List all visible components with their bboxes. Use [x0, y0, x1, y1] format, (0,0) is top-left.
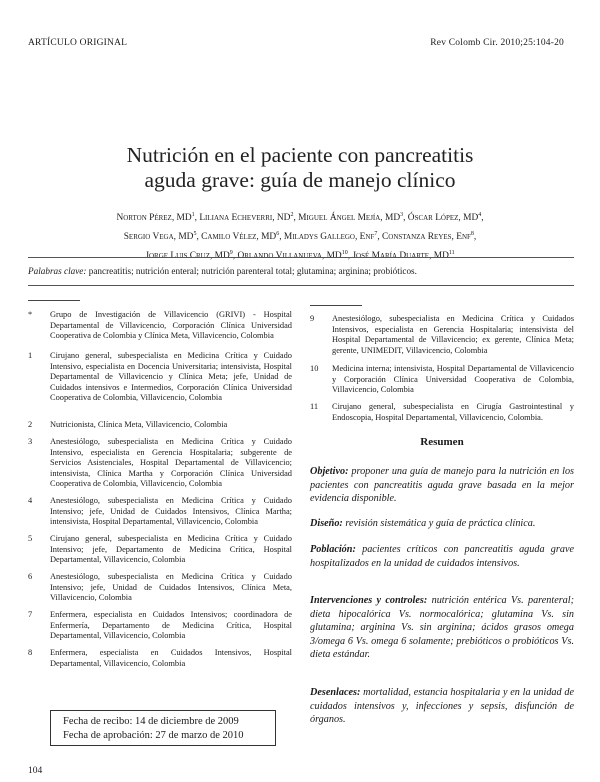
abstract-section	[310, 517, 574, 531]
footnote-text: Anestesiólogo, subespecialista en Medicina Crítica y Cuidado Intensivo, especialista en Gerencia Hospitalaria; subgerente de Servicios Asistenciales, Hospital Departamental de Villavicencio; intensivista, Clínica Martha y Corporación Clínica Universidad Cooperativa de Colombia, Villavicencio, Colombia	[50, 437, 292, 488]
footnote-text: Cirujano general, subespecialista en Cirugía Gastrointestinal y Endoscopia, Hospital Departamental, Villavicencio, Colombia.	[332, 402, 574, 422]
author-name: Óscar López, MD	[407, 213, 479, 224]
keywords-label: Palabras clave:	[28, 266, 87, 276]
author-line-3: Jorge Luis Cruz, $MD^9$, Orlando Villanueva, MD$^{10}$, José María Duarte, MD$^{11}$	[145, 250, 455, 262]
footnote-rule-right	[310, 305, 362, 306]
footnote-rule-left	[28, 300, 80, 301]
dates-box	[50, 710, 276, 746]
author-name: Constanza Reyes, Enf	[382, 232, 471, 243]
footnote-item	[28, 310, 292, 342]
author-name: Camilo Vélez, MD	[201, 232, 277, 243]
abstract-text: mortalidad, estancia hospitalaria y en la unidad de cuidados intensivos y, infecciones y sepsis, disfunción de órganos.	[310, 687, 574, 725]
footnote-text: Anestesiólogo, subespecialista en Medicina Crítica y Cuidado Intensivo; jefe, Unidad de Cuidados Intensivos, Clínica Martha; intensivista, Hospital Departamental, Villavicencio, Colombia	[50, 496, 292, 526]
author-affiliation-sup: 8	[470, 231, 474, 238]
author-affiliation-sup: 1	[191, 212, 195, 218]
title-line-2: aguda grave: guía de manejo clínico	[144, 168, 456, 192]
author-list	[40, 207, 560, 264]
author-name: Miladys Gallego, Enf	[283, 232, 375, 243]
footnote-item	[28, 420, 292, 431]
footnote-text: Medicina interna; intensivista, Hospital Departamental de Villavicencio y Corporación Clínica Universidad Cooperativa de Colombia, Villavicencio, Colombia	[332, 364, 574, 394]
author-affiliation-sup: 3	[400, 212, 404, 218]
author-line-1: Norton Pérez, $MD^1$, Liliana Echeverri, $ND^2$, Miguel Ángel Mejía, $MD^3$, Óscar López, $MD^4$,	[116, 212, 484, 224]
footnote-item	[28, 534, 292, 566]
footnote-number: 8	[28, 648, 33, 657]
author-affiliation-sup: 4	[478, 212, 482, 218]
footnote-number: 5	[28, 534, 33, 543]
abstract-label: Intervenciones y controles:	[310, 595, 428, 606]
abstract-text: pacientes críticos con pancreatitis aguda grave hospitalizados en la unidad de cuidados intensivos.	[310, 544, 574, 569]
footnote-number: 3	[28, 437, 33, 446]
article-title	[0, 143, 600, 193]
footnote-number: 1	[28, 351, 33, 360]
abstract-text: revisión sistemática y guía de práctica clínica.	[345, 518, 536, 529]
abstract-label: Objetivo:	[310, 466, 349, 477]
author-affiliation-sup: 2	[290, 212, 294, 218]
footnote-number: 4	[28, 496, 33, 505]
abstract-text: nutrición entérica Vs. parenteral; dieta hipocalórica Vs. normocalórica; glutamina Vs. sin glutamina; arginina Vs. sin arginina; ácidos grasos omega 3/omega 6 Vs. omega 6 solamente; prebióticos o probióticos Vs. dieta estándar.	[310, 595, 575, 660]
author-line-2: Sergio Vega, $MD^5$, Camilo Vélez, $MD^6$, Miladys Gallego, Enf$^7$, Constanza Reyes, Enf$^8$,	[123, 231, 477, 243]
footnote-text: Enfermera, especialista en Cuidados Intensivos, Hospital Departamental, Villavicencio, Colombia	[50, 648, 292, 668]
footnote-item	[28, 572, 292, 604]
footnote-text: Enfermera, especialista en Cuidados Intensivos; coordinadora de Enfermería, Departamento de Medicina Crítica, Hospital Departamental, Villavicencio, Colombia	[50, 610, 292, 640]
footnote-number: 7	[28, 610, 33, 619]
footnote-item	[28, 610, 292, 642]
abstract-label: Diseño:	[310, 518, 343, 529]
author-affiliation-sup: 7	[374, 231, 378, 238]
footnote-number: 6	[28, 572, 33, 581]
date-received: Fecha de recibo: 14 de diciembre de 2009	[63, 716, 239, 727]
keywords	[28, 266, 574, 276]
footnote-text: Nutricionista, Clínica Meta, Villavicencio, Colombia	[50, 420, 228, 429]
footnote-text: Anestesiólogo, subespecialista en Medicina Crítica y Cuidado Intensivo; jefe, Unidad de Cuidados Intensivos, Clínica Meta, Villavicencio, Colombia	[50, 572, 292, 602]
author-affiliation-sup: 10	[341, 250, 348, 257]
abstract-label: Desenlaces:	[310, 687, 361, 698]
footnote-text: Grupo de Investigación de Villavicencio (GRIVI) - Hospital Departamental de Villavicencio, Corporación Clínica Universidad Cooperativa de Colombia y Clínica Meta, Villavicencio, Colombia	[50, 310, 292, 340]
abstract-heading: Resumen	[420, 436, 464, 448]
abstract-section	[310, 465, 574, 506]
date-approved: Fecha de aprobación: 27 de marzo de 2010	[63, 729, 244, 741]
abstract-label: Población:	[310, 544, 356, 555]
footnote-item	[28, 496, 292, 528]
divider-top	[28, 257, 574, 258]
page-number: 104	[28, 766, 43, 776]
author-name: Jorge Luis Cruz, MD	[145, 251, 230, 262]
footnote-item	[310, 364, 574, 396]
footnote-item	[28, 437, 292, 490]
footnote-item	[310, 402, 574, 423]
footnote-item	[28, 351, 292, 404]
journal-citation: Rev Colomb Cir. 2010;25:104-20	[430, 38, 564, 48]
author-name: Liliana Echeverri, ND	[199, 213, 291, 224]
footnote-number: 2	[28, 420, 33, 429]
abstract-section	[310, 594, 574, 662]
divider-bottom	[28, 285, 574, 286]
article-section-label: ARTÍCULO ORIGINAL	[28, 38, 128, 48]
author-name: Norton Pérez, MD	[116, 213, 192, 224]
author-name: Miguel Ángel Mejía, MD	[298, 213, 401, 224]
footnote-number: 11	[310, 402, 319, 411]
author-affiliation-sup: 6	[276, 231, 280, 238]
title-line-1: Nutrición en el paciente con pancreatitis	[126, 143, 474, 167]
footnote-number: 10	[310, 364, 319, 373]
footnote-text: Cirujano general, subespecialista en Medicina Crítica y Cuidado Intensivo; jefe, Departamento de Medicina Crítica, Hospital Departamental, Villavicencio, Colombia	[50, 534, 292, 564]
footnote-item	[310, 314, 574, 356]
author-affiliation-sup: 9	[229, 250, 233, 257]
author-affiliation-sup: 5	[193, 231, 197, 238]
author-name: Sergio Vega, MD	[123, 232, 194, 243]
author-name: José María Duarte, MD	[352, 251, 449, 262]
author-name: Orlando Villanueva, MD	[237, 251, 342, 262]
abstract-text: proponer una guía de manejo para la nutrición en los pacientes con pancreatitis aguda grave basada en la mejor evidencia disponible.	[310, 466, 575, 504]
footnote-text: Cirujano general, subespecialista en Medicina Crítica y Cuidado Intensivo, especialista en Docencia Universitaria; intensivista, Hospital Departamental de Villavicencio y Clínica Meta; jefe, Unidad de Cuidados intensivos e Intermedios, Corporación Clínica Universidad Cooperativa de Colombia, Villavicencio, Colombia	[50, 351, 292, 402]
footnote-text: Anestesiólogo, subespecialista en Medicina Crítica y Cuidados Intensivos, especialista en Gerencia Hospitalaria; intensivista del Hospital Departamental de Villavicencio; ex gerente, Clínica Meta; gerente, UNIMEDIT, Villavicencio, Colombia	[332, 314, 574, 355]
footnote-number: 9	[310, 314, 315, 323]
keywords-text: pancreatitis; nutrición enteral; nutrición parenteral total; glutamina; arginina; probióticos.	[88, 266, 417, 276]
abstract-section	[310, 543, 574, 570]
footnote-item	[28, 648, 292, 669]
author-affiliation-sup: 11	[448, 250, 455, 257]
footnote-number: *	[28, 310, 33, 319]
abstract-section	[310, 686, 574, 727]
